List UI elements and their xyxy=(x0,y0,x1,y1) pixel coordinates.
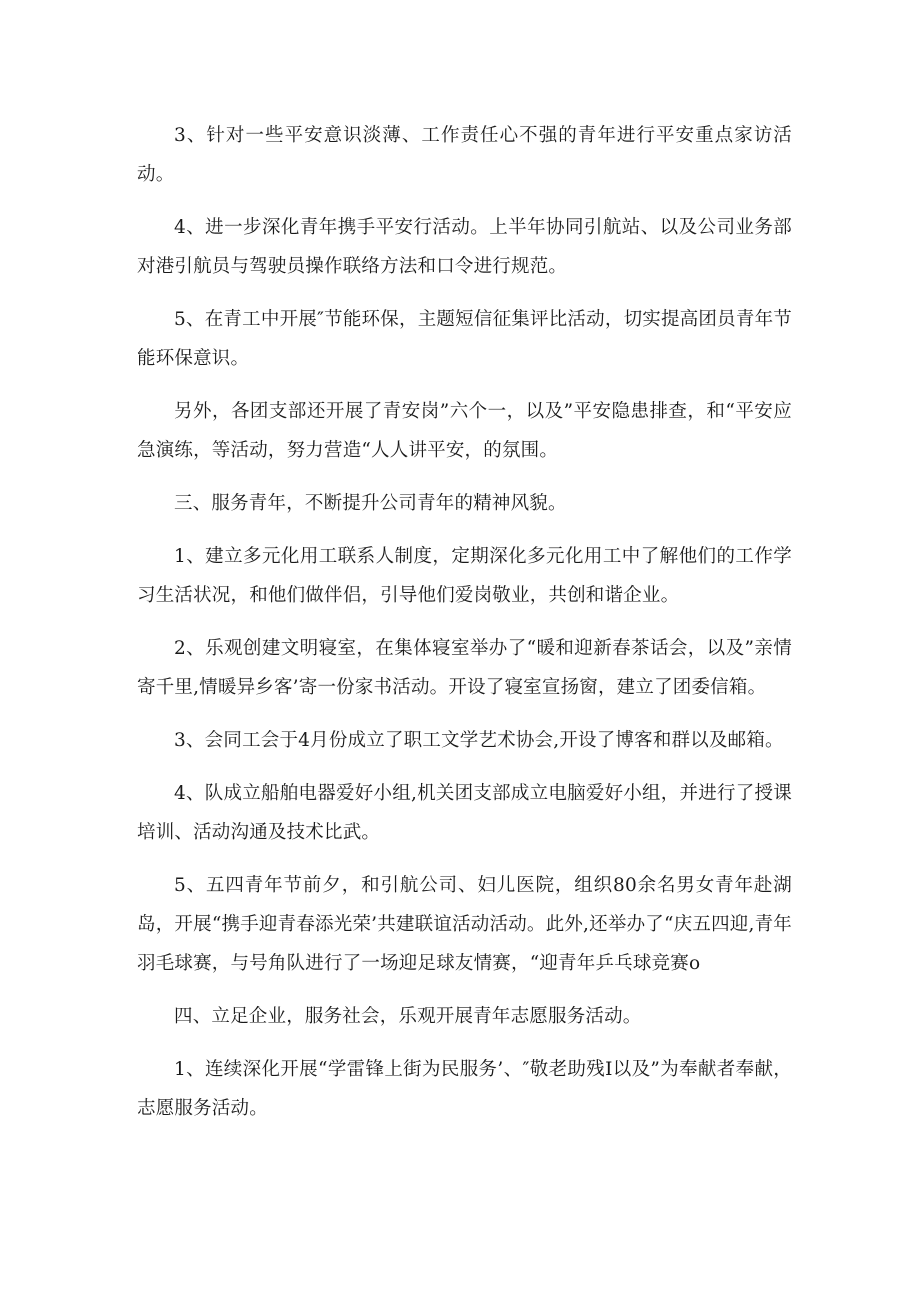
paragraph-item-5-youth-day: 5、五四青年节前夕，和引航公司、妇儿医院，组织80余名男女青年赴湖岛，开展“携手迎青春添光荣’共建联谊活动活动。此外,还举办了“庆五四迎,青年羽毛球赛，与号角队进行了一场迎足球友情赛，“迎青年乒乓球竞赛o xyxy=(137,875,792,974)
paragraph-item-4-hobby-groups: 4、队成立船舶电器爱好小组,机关团支部成立电脑爱好小组，并进行了授课培训、活动沟通及技术比武。 xyxy=(137,783,792,843)
document-body xyxy=(137,116,792,1142)
paragraph-item-2-dormitory: 2、乐观创建文明寝室，在集体寝室举办了“暖和迎新春茶话会，以及”亲情寄千里,情暖异乡客’寄一份家书活动。开设了寝室宣扬窗，建立了团委信箱。 xyxy=(137,638,792,698)
paragraph-item-3-arts-association: 3、会同工会于4月份成立了职工文学艺术协会,开设了博客和群以及邮箱。 xyxy=(174,730,784,751)
paragraph-item-3-home-visits: 3、针对一些平安意识淡薄、工作责任心不强的青年进行平安重点家访活动。 xyxy=(137,125,792,185)
paragraph-item-4-safety-activity: 4、进一步深化青年携手平安行活动。上半年协同引航站、以及公司业务部对港引航员与驾驶员操作联络方法和口令进行规范。 xyxy=(137,217,792,277)
section-heading-serve-youth: 三、服务青年，不断提升公司青年的精神风貌。 xyxy=(174,493,567,514)
paragraph-additional-activities: 另外，各团支部还开展了青安岗”六个一，以及”平安隐患排查，和“平安应急演练，等活动，努力营造“人人讲平安，的氛围。 xyxy=(137,401,792,461)
paragraph-item-5-energy-saving: 5、在青工中开展″节能环保，主题短信征集评比活动，切实提高团员青年节能环保意识。 xyxy=(137,309,792,369)
section-heading-volunteer-service: 四、立足企业，服务社会，乐观开展青年志愿服务活动。 xyxy=(174,1006,642,1027)
paragraph-item-1-contact-system: 1、建立多元化用工联系人制度，定期深化多元化用工中了解他们的工作学习生活状况，和他们做伴侣，引导他们爱岗敬业，共创和谐企业。 xyxy=(137,546,792,606)
paragraph-item-1-volunteer: 1、连续深化开展“学雷锋上街为民服务’、″敬老助残I以及”为奉献者奉献，志愿服务活动。 xyxy=(137,1059,792,1119)
